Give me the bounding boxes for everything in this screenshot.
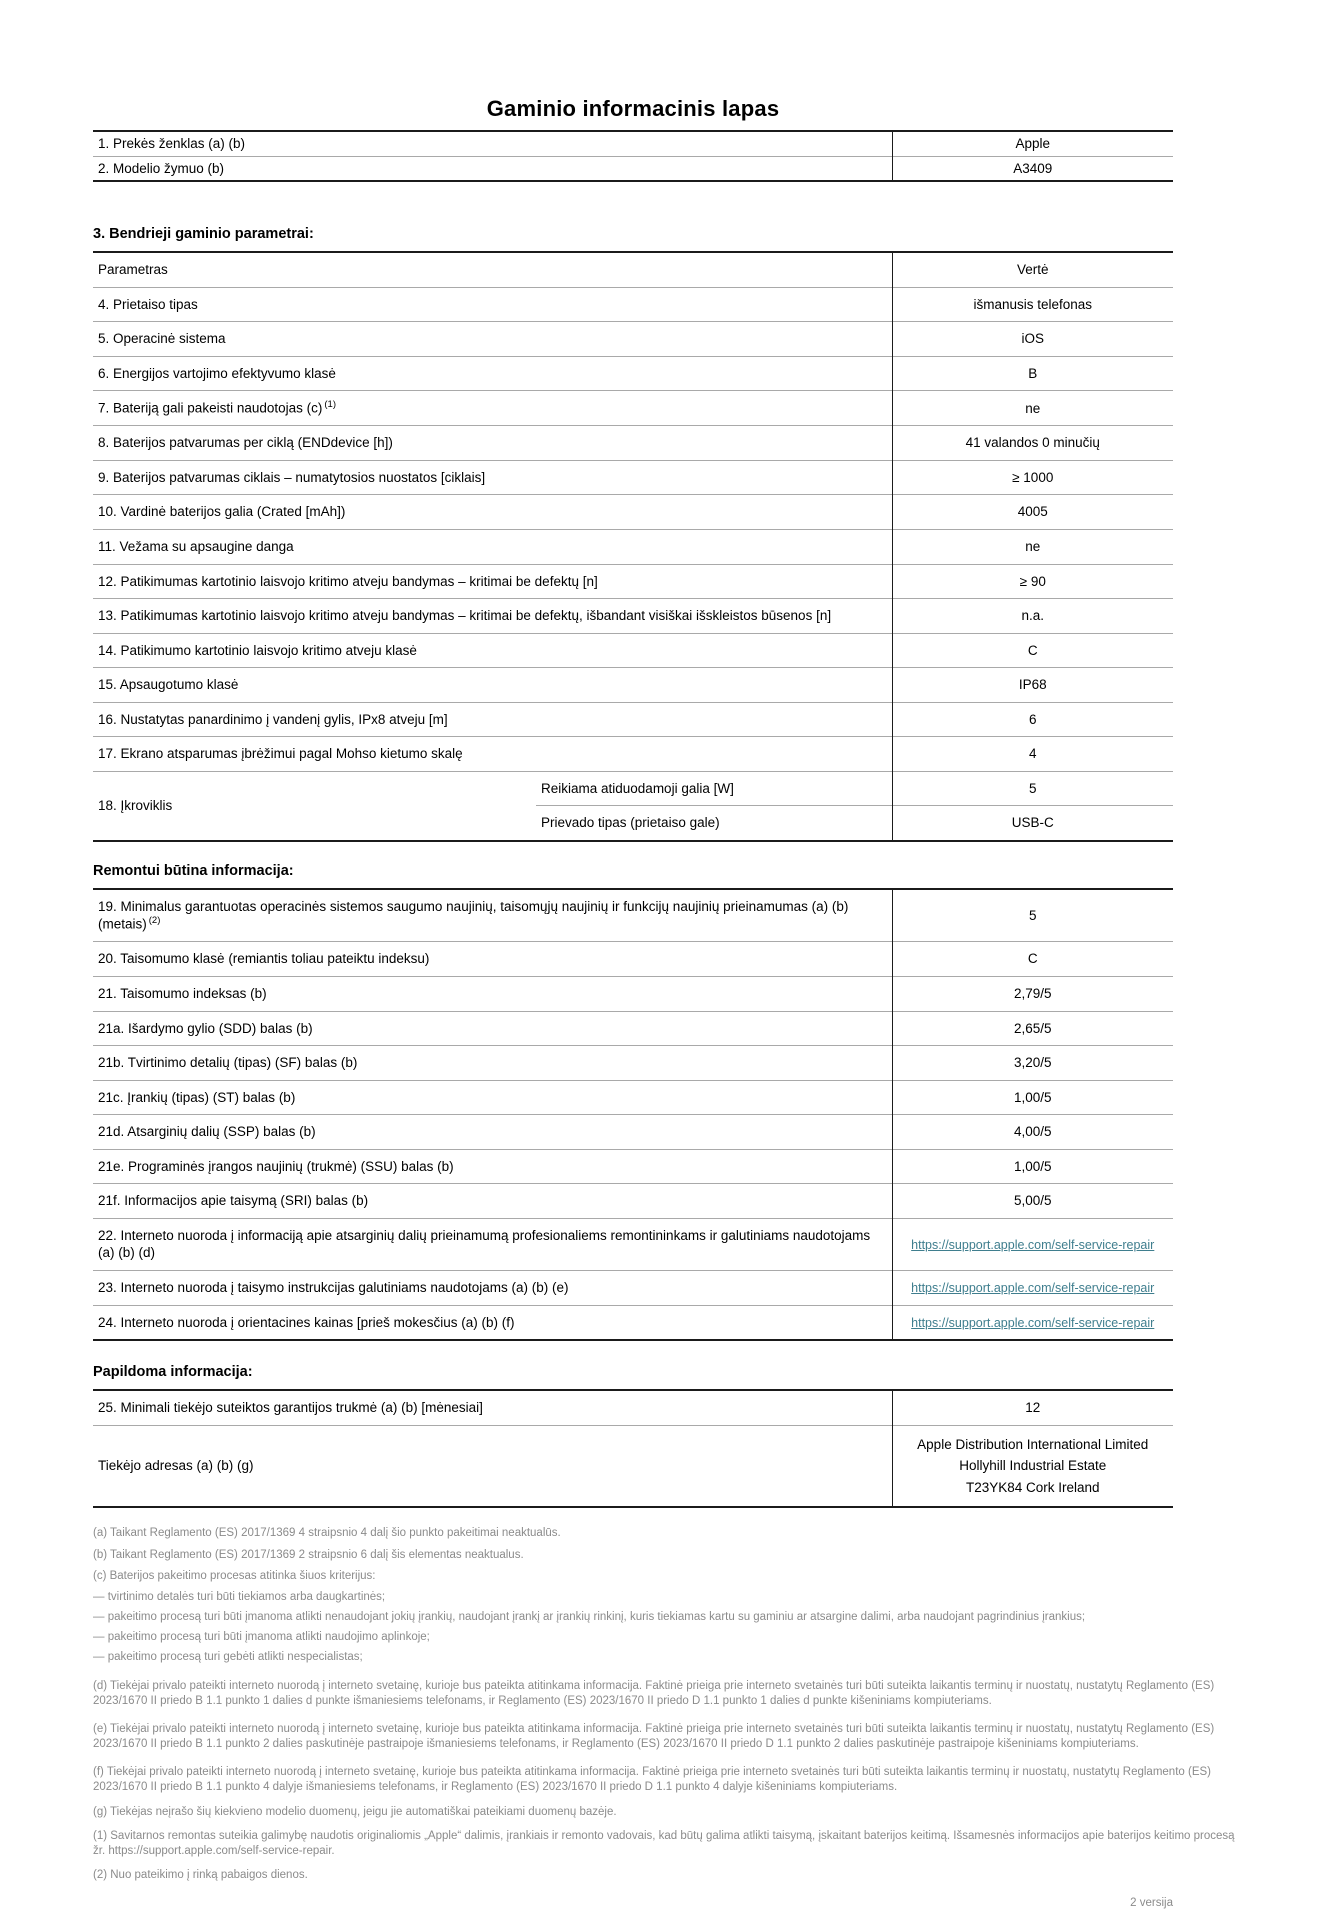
table-row bbox=[93, 426, 1173, 461]
table-row bbox=[93, 1080, 1173, 1115]
row-value: 5 bbox=[892, 889, 1173, 942]
table-row bbox=[93, 1218, 1173, 1270]
row-value bbox=[892, 1305, 1173, 1340]
row-value: USB-C bbox=[892, 806, 1173, 841]
row-label: 21b. Tvirtinimo detalių (tipas) (SF) balas (b) bbox=[93, 1046, 892, 1081]
address-line: T23YK84 Cork Ireland bbox=[965, 1479, 1100, 1495]
table-row bbox=[93, 1184, 1173, 1219]
section-heading-additional: Papildoma informacija: bbox=[93, 1364, 253, 1381]
row-value: Apple bbox=[892, 131, 1173, 156]
row-label: 8. Baterijos patvarumas per ciklą (ENDdevice [h]) bbox=[93, 426, 892, 461]
charger-row-power bbox=[93, 771, 1173, 806]
row-label: 24. Interneto nuoroda į orientacines kainas [prieš mokesčius (a) (b) (f) bbox=[93, 1305, 892, 1340]
row-label: 5. Operacinė sistema bbox=[93, 322, 892, 357]
charger-sub-label: Reikiama atiduodamoji galia [W] bbox=[536, 771, 892, 806]
row-label: 20. Taisomumo klasė (remiantis toliau pateiktu indeksu) bbox=[93, 942, 892, 977]
footnote-c: (c) Baterijos pakeitimo procesas atitinka šiuos kriterijus: bbox=[93, 1569, 376, 1582]
supplier-address-row bbox=[93, 1425, 1173, 1507]
footnote-f: (f) Tiekėjai privalo pateikti interneto nuorodą į interneto svetainę, kurioje bus pateikta atitinkama informacija. Faktinė prieiga prie interneto svetainės turi būti suteikta laikantis terminų ir nuostatų, nustatytų Reglamento (ES) 2023/1670 II priedo B 1.1 punkto 4 dalyje išmaniesiems telefonams, ir Reglamento (ES) 2023/1670 II priedo D 1.1 punkto 4 dalyje kišeniniams kompiuteriams. bbox=[93, 1766, 1211, 1794]
footnote-ref-2: (2) bbox=[148, 915, 161, 927]
table-row bbox=[93, 356, 1173, 391]
row-label: 18. Įkroviklis bbox=[93, 771, 536, 841]
row-label: 21. Taisomumo indeksas (b) bbox=[93, 977, 892, 1012]
row-value: 12 bbox=[892, 1390, 1173, 1425]
row-value bbox=[892, 1218, 1173, 1270]
table-row bbox=[93, 460, 1173, 495]
footnote-d: (d) Tiekėjai privalo pateikti interneto nuorodą į interneto svetainę, kurioje bus pateikta atitinkama informacija. Faktinė prieiga prie interneto svetainės turi būti suteikta laikantis terminų ir nuostatų, nustatytų Reglamento (ES) 2023/1670 II priedo B 1.1 punkto 1 dalies d punkte išmaniesiems telefonams, ir Reglamento (ES) 2023/1670 II priedo D 1.1 punkto 1 dalies d punkte kišeniniams kompiuteriams. bbox=[93, 1679, 1215, 1707]
table-row bbox=[93, 942, 1173, 977]
row-value: ne bbox=[892, 529, 1173, 564]
footnote-e: (e) Tiekėjai privalo pateikti interneto nuorodą į interneto svetainę, kurioje bus pateikta atitinkama informacija. Faktinė prieiga prie interneto svetainės turi būti suteikta laikantis terminų ir nuostatų, nustatytų Reglamento (ES) 2023/1670 II priedo B 1.1 punkto 2 dalies paskutinėje pastraipoje išmaniesiems telefonams, ir Reglamento (ES) 2023/1670 II priedo D 1.1 punkto 2 dalies paskutinėje pastraipoje kišeniniams kompiuteriams. bbox=[93, 1722, 1215, 1751]
table-row bbox=[93, 1390, 1173, 1425]
row-label: 17. Ekrano atsparumas įbrėžimui pagal Mohso kietumo skalę bbox=[93, 737, 892, 772]
row-label: Tiekėjo adresas (a) (b) (g) bbox=[93, 1425, 892, 1507]
row-label: 12. Patikimumas kartotinio laisvojo kritimo atveju bandymas – kritimai be defektų [n] bbox=[93, 564, 892, 599]
footnote-c-criterion: — pakeitimo procesą turi gebėti atlikti nespecialistas; bbox=[93, 1651, 363, 1664]
table-row bbox=[93, 889, 1173, 942]
row-value: C bbox=[892, 633, 1173, 668]
table-row bbox=[93, 1046, 1173, 1081]
row-value: 2,65/5 bbox=[892, 1011, 1173, 1046]
charger-sub-label: Prievado tipas (prietaiso gale) bbox=[536, 806, 892, 841]
row-label: 21c. Įrankių (tipas) (ST) balas (b) bbox=[93, 1080, 892, 1115]
document-content bbox=[93, 0, 1235, 1909]
row-label: 21e. Programinės įrangos naujinių (trukmė) (SSU) balas (b) bbox=[93, 1149, 892, 1184]
row-value bbox=[892, 1270, 1173, 1305]
row-value: 2,79/5 bbox=[892, 977, 1173, 1012]
footnote-b: (b) Taikant Reglamento (ES) 2017/1369 2 straipsnio 6 dalį šis elementas neaktualus. bbox=[93, 1548, 524, 1561]
row-value: išmanusis telefonas bbox=[892, 287, 1173, 322]
row-value: 41 valandos 0 minučių bbox=[892, 426, 1173, 461]
table-row bbox=[93, 668, 1173, 703]
footnote-ref-1: (1) bbox=[324, 399, 336, 411]
row-value: A3409 bbox=[892, 156, 1173, 181]
table-row bbox=[93, 633, 1173, 668]
general-parameters-table bbox=[93, 251, 1173, 842]
table-header-row bbox=[93, 252, 1173, 287]
footnote-c-criterion: — pakeitimo procesą turi būti įmanoma atlikti naudojimo aplinkoje; bbox=[93, 1631, 430, 1644]
row-value: 3,20/5 bbox=[892, 1046, 1173, 1081]
identity-table bbox=[93, 130, 1173, 182]
footnotes bbox=[93, 1526, 1235, 1883]
row-label: 7. Bateriją gali pakeisti naudotojas (c) $^{(1)}$ bbox=[93, 391, 892, 426]
row-label: 2. Modelio žymuo (b) bbox=[93, 156, 892, 181]
row-label: 13. Patikimumas kartotinio laisvojo kritimo atveju bandymas – kritimai be defektų, išbandant visiškai išskleistos būsenos [n] bbox=[93, 599, 892, 634]
table-row bbox=[93, 322, 1173, 357]
self-service-repair-link[interactable]: https://support.apple.com/self-service-repair bbox=[911, 1315, 1155, 1330]
footnote-2: (2) Nuo pateikimo į rinką pabaigos dienos. bbox=[93, 1869, 308, 1882]
column-header-value: Vertė bbox=[892, 252, 1173, 287]
page-title: Gaminio informacinis lapas bbox=[486, 96, 780, 121]
row-value: 1,00/5 bbox=[892, 1149, 1173, 1184]
footnote-1: (1) Savitarnos remontas suteikia galimybę naudotis originaliomis „Apple“ dalimis, įrankiais ir remonto vadovais, kad būtų galima atlikti taisymą, įskaitant baterijos keitimą. Išsamesnės informacijos apie baterijos keitimo procesą žr. https://support.apple.com/self-service-repair. bbox=[93, 1829, 1235, 1857]
section-heading-general: 3. Bendrieji gaminio parametrai: bbox=[93, 226, 314, 243]
row-value: 5,00/5 bbox=[892, 1184, 1173, 1219]
row-value: B bbox=[892, 356, 1173, 391]
row-label: 15. Apsaugotumo klasė bbox=[93, 668, 892, 703]
row-value: ne bbox=[892, 391, 1173, 426]
table-row bbox=[93, 564, 1173, 599]
table-row bbox=[93, 391, 1173, 426]
row-label: 6. Energijos vartojimo efektyvumo klasė bbox=[93, 356, 892, 391]
table-row bbox=[93, 156, 1173, 181]
table-row bbox=[93, 1149, 1173, 1184]
row-label: 23. Interneto nuoroda į taisymo instrukcijas galutiniams naudotojams (a) (b) (e) bbox=[93, 1270, 892, 1305]
row-value: C bbox=[892, 942, 1173, 977]
row-label: 16. Nustatytas panardinimo į vandenį gylis, IPx8 atveju [m] bbox=[93, 702, 892, 737]
table-row bbox=[93, 702, 1173, 737]
table-row bbox=[93, 977, 1173, 1012]
row-label: 4. Prietaiso tipas bbox=[93, 287, 892, 322]
additional-information-table bbox=[93, 1389, 1173, 1508]
row-value: 4,00/5 bbox=[892, 1115, 1173, 1150]
row-label: 22. Interneto nuoroda į informaciją apie atsarginių dalių prieinamumą profesionaliems remontininkams ir galutiniams naudotojams (a) (b) (d) bbox=[93, 1218, 892, 1270]
footnote-g: (g) Tiekėjas neįrašo šių kiekvieno modelio duomenų, jeigu jie automatiškai pateikiami duomenų bazėje. bbox=[93, 1805, 617, 1818]
row-value: ≥ 1000 bbox=[892, 460, 1173, 495]
address-line: Hollyhill Industrial Estate bbox=[959, 1458, 1107, 1474]
section-heading-repair: Remontui būtina informacija: bbox=[93, 862, 294, 879]
footnote-c-criterion: — tvirtinimo detalės turi būti tiekiamos arba daugkartinės; bbox=[93, 1590, 386, 1603]
address-line: Apple Distribution International Limited bbox=[917, 1436, 1149, 1452]
row-value: n.a. bbox=[892, 599, 1173, 634]
supplier-address bbox=[892, 1425, 1173, 1507]
row-label: 25. Minimali tiekėjo suteiktos garantijos trukmė (a) (b) [mėnesiai] bbox=[98, 1400, 483, 1416]
row-label: 14. Patikimumo kartotinio laisvojo kritimo atveju klasė bbox=[93, 633, 892, 668]
row-value: 6 bbox=[892, 702, 1173, 737]
row-label: 21a. Išardymo gylio (SDD) balas (b) bbox=[93, 1011, 892, 1046]
row-value: 5 bbox=[892, 771, 1173, 806]
column-header-parameter: Parametras bbox=[98, 262, 168, 278]
table-row bbox=[93, 737, 1173, 772]
table-row bbox=[93, 495, 1173, 530]
row-value: 4005 bbox=[892, 495, 1173, 530]
self-service-repair-link[interactable]: https://support.apple.com/self-service-repair bbox=[911, 1237, 1155, 1252]
table-row bbox=[93, 1115, 1173, 1150]
row-value: iOS bbox=[892, 322, 1173, 357]
table-row bbox=[93, 287, 1173, 322]
table-row bbox=[93, 1011, 1173, 1046]
row-label: 9. Baterijos patvarumas ciklais – numatytosios nuostatos [ciklais] bbox=[93, 460, 892, 495]
table-row bbox=[93, 131, 1173, 156]
footnote-a: (a) Taikant Reglamento (ES) 2017/1369 4 straipsnio 4 dalį šio punkto pakeitimai neaktualūs. bbox=[93, 1527, 561, 1540]
version-label: 2 versija bbox=[1130, 1897, 1173, 1909]
repair-information-table bbox=[93, 888, 1173, 1341]
footnote-c-criterion: — pakeitimo procesą turi būti įmanoma atlikti nenaudojant jokių įrankių, naudojant įrankį ar įrankių rinkinį, kuris tiekiamas kartu su gaminiu ar atsargine dalimi, arba naudojant pagrindinius įrankius; bbox=[93, 1611, 1086, 1624]
self-service-repair-link[interactable]: https://support.apple.com/self-service-repair bbox=[911, 1280, 1155, 1295]
row-label: 11. Vežama su apsaugine danga bbox=[93, 529, 892, 564]
row-value: 1,00/5 bbox=[892, 1080, 1173, 1115]
row-value: 4 bbox=[892, 737, 1173, 772]
row-value: ≥ 90 bbox=[892, 564, 1173, 599]
row-label: 21d. Atsarginių dalių (SSP) balas (b) bbox=[93, 1115, 892, 1150]
row-label: 19. Minimalus garantuotas operacinės sistemos saugumo naujinių, taisomųjų naujinių ir funkcijų naujinių prieinamumas (a) (b) (metais) $^{(2)}$ bbox=[98, 898, 849, 932]
row-value: IP68 bbox=[892, 668, 1173, 703]
table-row bbox=[93, 1305, 1173, 1340]
row-label: 1. Prekės ženklas (a) (b) bbox=[98, 136, 246, 151]
table-row bbox=[93, 599, 1173, 634]
table-row bbox=[93, 529, 1173, 564]
row-label: 10. Vardinė baterijos galia (Crated [mAh]) bbox=[93, 495, 892, 530]
table-row bbox=[93, 1270, 1173, 1305]
row-label: 21f. Informacijos apie taisymą (SRI) balas (b) bbox=[93, 1184, 892, 1219]
